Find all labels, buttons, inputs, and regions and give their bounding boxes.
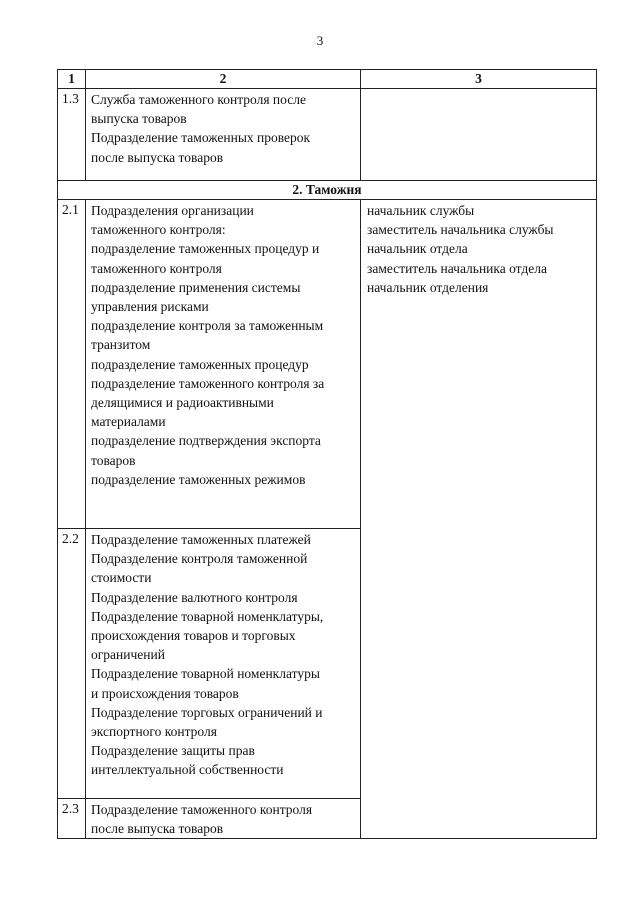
unit-line: Подразделение таможенных проверок <box>91 130 311 146</box>
unit-line: подразделение контроля за таможенным <box>91 318 324 334</box>
row-number: 1.3 <box>58 89 86 181</box>
unit-line: Подразделение товарной номенклатуры, <box>91 608 324 624</box>
unit-line: Служба таможенного контроля после <box>91 92 306 107</box>
position-line: начальник отдела <box>367 241 468 257</box>
unit-line: подразделение применения системы <box>91 279 301 295</box>
unit-line: интеллектуальной собственности <box>91 762 284 778</box>
row-2-1-units <box>86 200 361 529</box>
positions-table <box>57 69 597 839</box>
unit-line: экспортного контроля <box>91 724 217 740</box>
header-row <box>58 70 597 89</box>
unit-line: Подразделения организации <box>91 203 254 218</box>
table-row-1-3 <box>58 89 597 181</box>
section-row <box>58 181 597 200</box>
unit-line: подразделение таможенного контроля за <box>91 375 325 391</box>
row-2-2-units <box>86 529 361 799</box>
unit-line: после выпуска товаров <box>91 821 224 837</box>
unit-line: стоимости <box>91 570 152 586</box>
unit-line: Подразделение таможенных платежей <box>91 532 311 547</box>
unit-line: подразделение подтверждения экспорта <box>91 433 321 449</box>
unit-line: Подразделение таможенного контроля <box>91 802 313 817</box>
unit-line: Подразделение торговых ограничений и <box>91 704 323 720</box>
unit-line: таможенного контроля: <box>91 222 226 238</box>
row-1-3-positions <box>361 89 597 181</box>
unit-line: подразделение таможенных процедур <box>91 356 309 372</box>
unit-line: после выпуска товаров <box>91 149 224 165</box>
row-2-3-units <box>86 799 361 839</box>
unit-line: управления рисками <box>91 299 209 315</box>
row-number: 2.3 <box>58 799 86 839</box>
unit-line: Подразделение контроля таможенной <box>91 551 308 567</box>
unit-line: подразделение таможенных процедур и <box>91 241 320 257</box>
unit-line: материалами <box>91 414 166 430</box>
position-line: начальник отделения <box>367 279 489 295</box>
row-number: 2.2 <box>58 529 86 799</box>
position-line: начальник службы <box>367 203 475 218</box>
section-title: 2. Таможня <box>58 181 597 200</box>
unit-line: транзитом <box>91 337 151 353</box>
row-number: 2.1 <box>58 200 86 529</box>
unit-line: Подразделение защиты прав <box>91 743 255 759</box>
unit-line: выпуска товаров <box>91 111 187 127</box>
unit-line: товаров <box>91 452 136 468</box>
header-col-1: 1 <box>58 70 86 89</box>
unit-line: делящимися и радиоактивными <box>91 395 274 411</box>
unit-line: и происхождения товаров <box>91 685 239 701</box>
table-row-2-1 <box>58 200 597 529</box>
header-col-3: 3 <box>361 70 597 89</box>
page-number: 3 <box>316 33 324 48</box>
position-line: заместитель начальника службы <box>367 222 554 238</box>
unit-line: таможенного контроля <box>91 260 222 276</box>
position-line: заместитель начальника отдела <box>367 260 547 276</box>
unit-line: происхождения товаров и торговых <box>91 628 296 644</box>
positions-cell <box>361 200 597 839</box>
unit-line: подразделение таможенных режимов <box>91 471 306 487</box>
row-1-3-units <box>86 89 361 181</box>
unit-line: Подразделение валютного контроля <box>91 589 298 605</box>
unit-line: Подразделение товарной номенклатуры <box>91 666 320 682</box>
unit-line: ограничений <box>91 647 165 663</box>
header-col-2: 2 <box>86 70 361 89</box>
